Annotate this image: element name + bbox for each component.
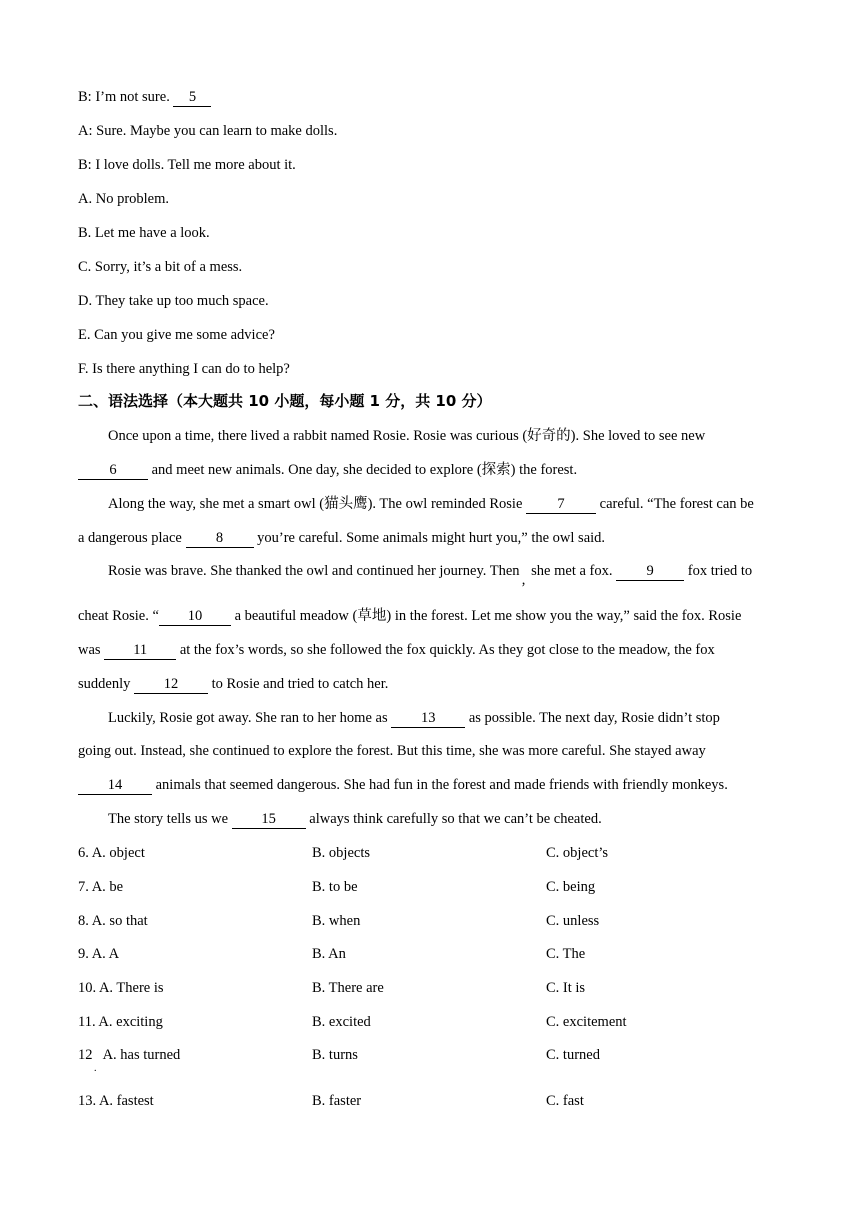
choice-d: D. They take up too much space. (78, 293, 269, 309)
blank-15: 15 (232, 811, 306, 829)
passage-text: cheat Rosie. “ (78, 608, 159, 624)
option-12b: B. turns (312, 1047, 358, 1063)
passage-line (108, 561, 753, 588)
choice-e: E. Can you give me some advice? (78, 327, 275, 343)
option-13a: 13. A. fastest (78, 1093, 154, 1109)
blank-9: 9 (616, 563, 684, 581)
option-7b: B. to be (312, 879, 358, 895)
choice-c: C. Sorry, it’s a bit of a mess. (78, 259, 243, 275)
passage-line (78, 640, 715, 660)
option-11a: 11. A. exciting (78, 1014, 163, 1030)
option-9c: C. The (546, 946, 586, 962)
dialogue-line-a: A: Sure. Maybe you can learn to make dolls. (78, 123, 338, 139)
option-10c: C. It is (546, 980, 586, 996)
option-12c: C. turned (546, 1047, 600, 1063)
passage-text: fox tried to (684, 563, 753, 579)
passage-line (78, 775, 728, 795)
option-6c: C. object’s (546, 845, 609, 861)
blank-8: 8 (186, 530, 254, 548)
option-13b: B. faster (312, 1093, 362, 1109)
passage-line (78, 674, 388, 694)
option-10a: 10. A. There is (78, 980, 164, 996)
option-10b: B. There are (312, 980, 384, 996)
passage-text: to Rosie and tried to catch her. (207, 676, 389, 692)
section-heading: 二、语法选择（本大题共 10 小题，每小题 1 分，共 10 分） (78, 392, 492, 410)
passage-text: Rosie was brave. She thanked the owl and continued her journey. Then (108, 563, 520, 579)
blank-5: 5 (173, 89, 211, 107)
option-6b: B. objects (312, 845, 370, 861)
dialogue-text: B: I’m not sure. (78, 89, 174, 105)
blank-7: 7 (526, 496, 596, 514)
passage-text: suddenly (78, 676, 134, 692)
blank-11: 11 (104, 642, 176, 660)
option-11c: C. excitement (546, 1014, 627, 1030)
choice-f: F. Is there anything I can do to help? (78, 361, 290, 377)
passage-text: a beautiful meadow (草地) in the forest. Let me show you the way,” said the fox. Rosie (230, 608, 742, 624)
option-7a: 7. A. be (78, 879, 124, 895)
option-6a: 6. A. object (78, 845, 145, 861)
option-11b: B. excited (312, 1014, 371, 1030)
option-9a: 9. A. A (78, 946, 120, 962)
passage-text: Along the way, she met a smart owl (猫头鹰). The owl reminded Rosie (108, 496, 527, 512)
passage-text: you’re careful. Some animals might hurt you,” the owl said. (253, 530, 606, 546)
option-8b: B. when (312, 913, 361, 929)
option-12a: 12 A. has turned (78, 1047, 181, 1063)
choice-a: A. No problem. (78, 191, 170, 207)
passage-line (78, 606, 741, 626)
passage-text: Luckily, Rosie got away. She ran to her home as (108, 710, 392, 726)
passage-line (108, 494, 754, 514)
passage-line (108, 809, 602, 829)
passage-line (78, 528, 605, 548)
passage-text: a dangerous place (78, 530, 186, 546)
blank-10: 10 (159, 608, 231, 626)
passage-line: Once upon a time, there lived a rabbit named Rosie. Rosie was curious (好奇的). She loved to see new (108, 428, 706, 444)
blank-12: 12 (134, 676, 208, 694)
stray-comma: , (521, 572, 526, 588)
passage-text: and meet new animals. One day, she decided to explore (探索) the forest. (148, 462, 578, 478)
blank-6: 6 (78, 462, 148, 480)
dialogue-line-b2: B: I love dolls. Tell me more about it. (78, 157, 296, 173)
passage-text: as possible. The next day, Rosie didn’t stop (465, 710, 720, 726)
blank-13: 13 (391, 710, 465, 728)
option-13c: C. fast (546, 1093, 584, 1109)
passage-text: at the fox’s words, so she followed the fox quickly. As they got close to the meadow, the fox (176, 642, 715, 658)
passage-text: was (78, 642, 105, 658)
option-9b: B. An (312, 946, 346, 962)
passage-line: going out. Instead, she continued to explore the forest. But this time, she was more careful. She stayed away (78, 743, 706, 759)
passage-text: The story tells us we (108, 811, 232, 827)
dialogue-line-b1 (78, 87, 211, 107)
stray-mark: . (94, 1063, 97, 1074)
option-8c: C. unless (546, 913, 600, 929)
passage-text: she met a fox. (527, 563, 617, 579)
passage-text: always think carefully so that we can’t be cheated. (305, 811, 602, 827)
choice-b: B. Let me have a look. (78, 225, 210, 241)
option-8a: 8. A. so that (78, 913, 148, 929)
passage-text: animals that seemed dangerous. She had fun in the forest and made friends with friendly monkeys. (152, 777, 728, 793)
blank-14: 14 (78, 777, 152, 795)
passage-line (108, 708, 720, 728)
passage-line (78, 460, 577, 480)
passage-text: careful. “The forest can be (596, 496, 754, 512)
option-7c: C. being (546, 879, 596, 895)
